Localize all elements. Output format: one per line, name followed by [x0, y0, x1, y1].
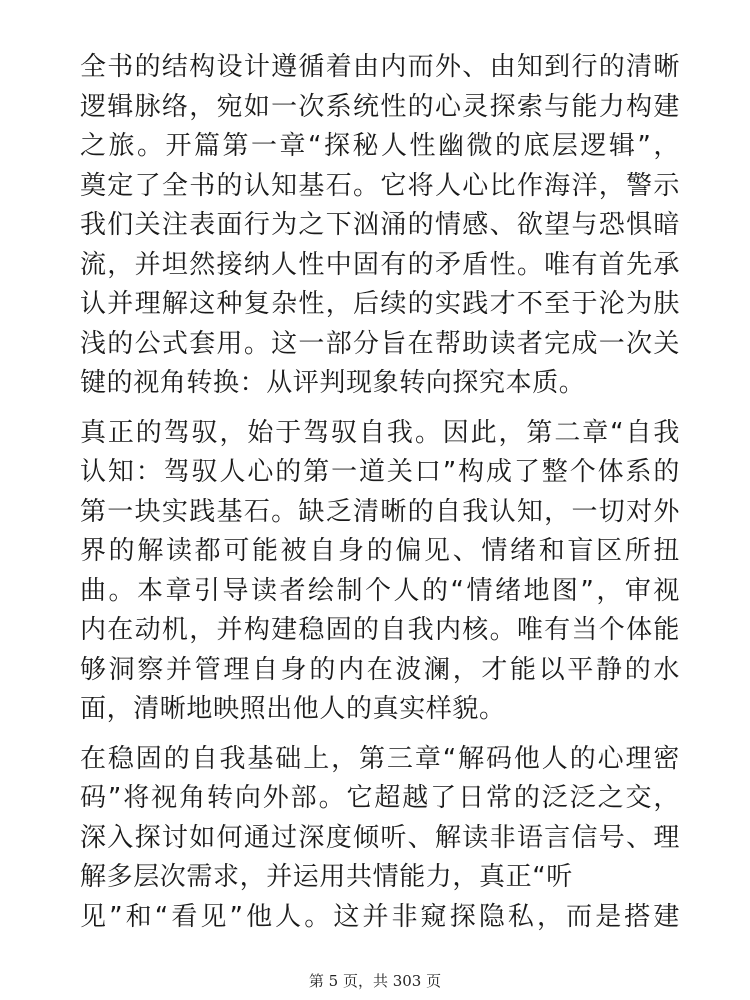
text-line: 真正的驾驭，始于驾驭自我。因此，第二章“自我	[80, 417, 680, 448]
body-text	[80, 48, 680, 947]
paragraph-1	[80, 48, 680, 404]
text-line: 第一块实践基石。缺乏清晰的自我认知，一切对外	[80, 496, 680, 527]
text-line: 逻辑脉络，宛如一次系统性的心灵探索与能力构建	[80, 91, 680, 122]
text-line: 流，并坦然接纳人性中固有的矛盾性。唯有首先承	[80, 249, 680, 280]
text-line: 见”和“看见”他人。这并非窥探隐私，而是搭建	[80, 901, 680, 932]
text-line: 奠定了全书的认知基石。它将人心比作海洋，警示	[80, 170, 680, 201]
text-line: 键的视角转换：从评判现象转向探究本质。	[80, 368, 586, 398]
text-line: 之旅。开篇第一章“探秘人性幽微的底层逻辑”，	[80, 131, 680, 161]
text-line: 认知：驾驭人心的第一道关口”构成了整个体系的	[80, 457, 680, 487]
text-line: 界的解读都可能被自身的偏见、情绪和盲区所扭	[80, 536, 680, 566]
text-line: 认并理解这种复杂性，后续的实践才不至于沦为肤	[80, 289, 680, 319]
text-line: 深入探讨如何通过深度倾听、解读非语言信号、理	[80, 822, 680, 853]
text-line: 我们关注表面行为之下汹涌的情感、欲望与恐惧暗	[80, 210, 680, 240]
paragraph-2	[80, 414, 680, 730]
text-line: 码”将视角转向外部。它超越了日常的泛泛之交，	[80, 783, 680, 813]
text-line: 内在动机，并构建稳固的自我内核。唯有当个体能	[80, 615, 680, 645]
page-number-footer: 第 5 页，共 303 页	[308, 972, 442, 990]
text-line: 在稳固的自我基础上，第三章“解码他人的心理密	[80, 743, 680, 774]
text-line: 面，清晰地映照出他人的真实样貌。	[80, 694, 506, 724]
text-line: 全书的结构设计遵循着由内而外、由知到行的清晰	[80, 52, 680, 82]
text-line: 够洞察并管理自身的内在波澜，才能以平静的水	[80, 654, 680, 685]
paragraph-3	[80, 740, 680, 938]
text-line: 浅的公式套用。这一部分旨在帮助读者完成一次关	[80, 328, 680, 359]
text-line: 解多层次需求，并运用共情能力，真正“听	[80, 862, 573, 892]
text-line: 曲。本章引导读者绘制个人的“情绪地图”，审视	[80, 575, 680, 606]
